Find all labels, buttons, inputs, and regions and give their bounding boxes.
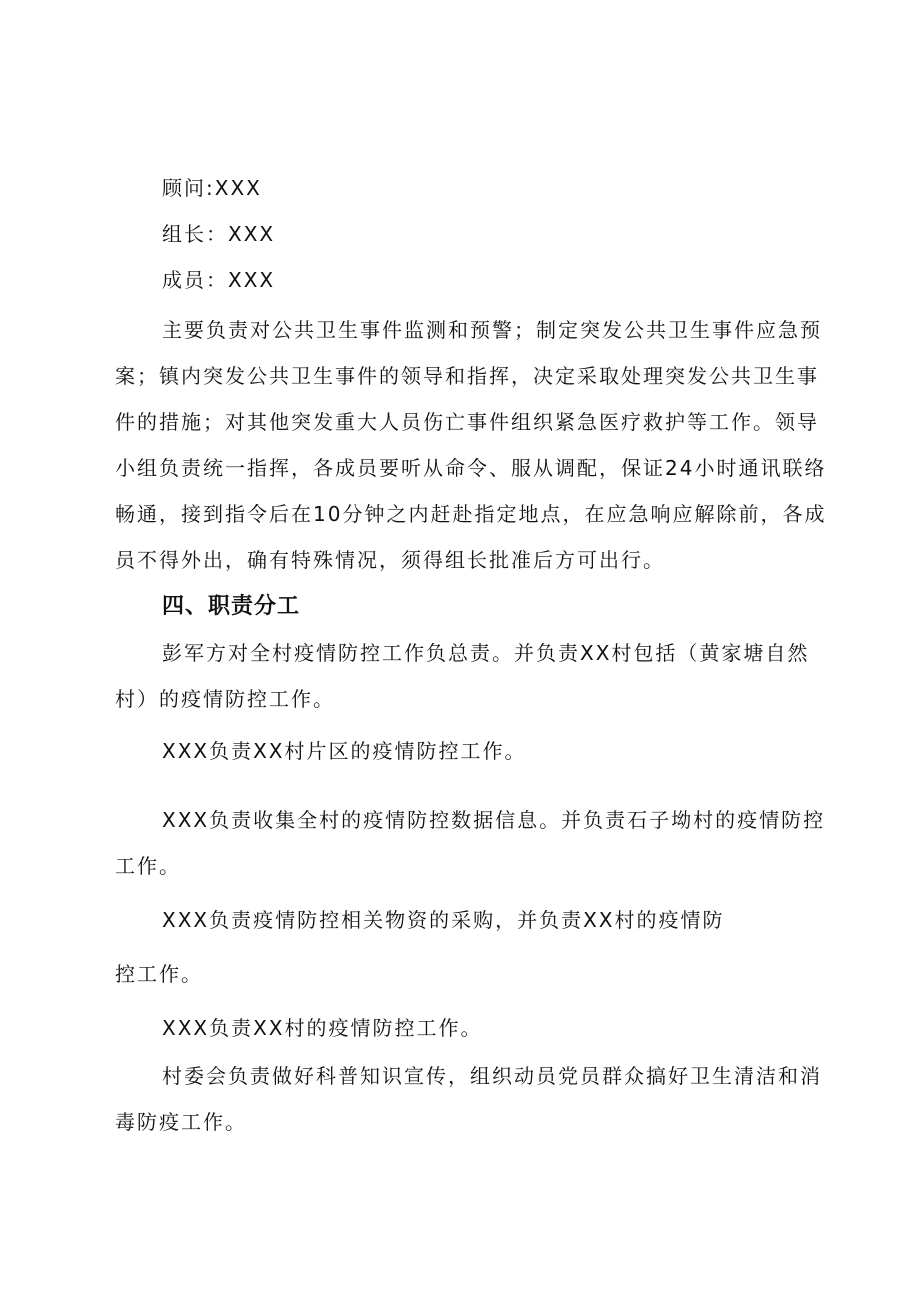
section-heading: 四、职责分工 — [162, 594, 301, 619]
duty-peng-line-2: 村）的疫情防控工作。 — [115, 687, 335, 711]
duty-supplies-line-2: 控工作。 — [115, 962, 203, 986]
duty-supplies-line-1: XXX负责疫情防控相关物资的采购，并负责XX村的疫情防 — [162, 908, 725, 932]
duty-committee-line-2: 毒防疫工作。 — [115, 1110, 247, 1134]
leader-line: 组长：XXX — [162, 222, 276, 246]
responsibility-line-2: 案；镇内突发公共卫生事件的领导和指挥，决定采取处理突发公共卫生事 — [115, 364, 819, 388]
responsibility-line-1: 主要负责对公共卫生事件监测和预警；制定突发公共卫生事件应急预 — [162, 318, 822, 342]
duty-data-line-1: XXX负责收集全村的疫情防控数据信息。并负责石子坳村的疫情防控 — [162, 808, 826, 832]
advisor-line: 顾问:XXX — [162, 176, 262, 200]
duty-data-line-2: 工作。 — [115, 854, 181, 878]
responsibility-line-6: 员不得外出，确有特殊情况，须得组长批准后方可出行。 — [115, 548, 665, 572]
duty-village-line: XXX负责XX村的疫情防控工作。 — [162, 1016, 483, 1040]
duty-area-line: XXX负责XX村片区的疫情防控工作。 — [162, 739, 527, 763]
duty-committee-line-1: 村委会负责做好科普知识宣传，组织动员党员群众搞好卫生清洁和消 — [162, 1064, 822, 1088]
members-line: 成员：XXX — [162, 268, 276, 292]
duty-peng-line-1: 彭军方对全村疫情防控工作负总责。并负责XX村包括（黄家塘自然 — [162, 641, 810, 665]
responsibility-line-4: 小组负责统一指挥，各成员要听从命令、服从调配，保证24小时通讯联络 — [115, 456, 827, 480]
responsibility-line-3: 件的措施；对其他突发重大人员伤亡事件组织紧急医疗救护等工作。领导 — [115, 410, 819, 434]
responsibility-line-5: 畅通，接到指令后在10分钟之内赶赴指定地点，在应急响应解除前，各成 — [115, 502, 827, 526]
